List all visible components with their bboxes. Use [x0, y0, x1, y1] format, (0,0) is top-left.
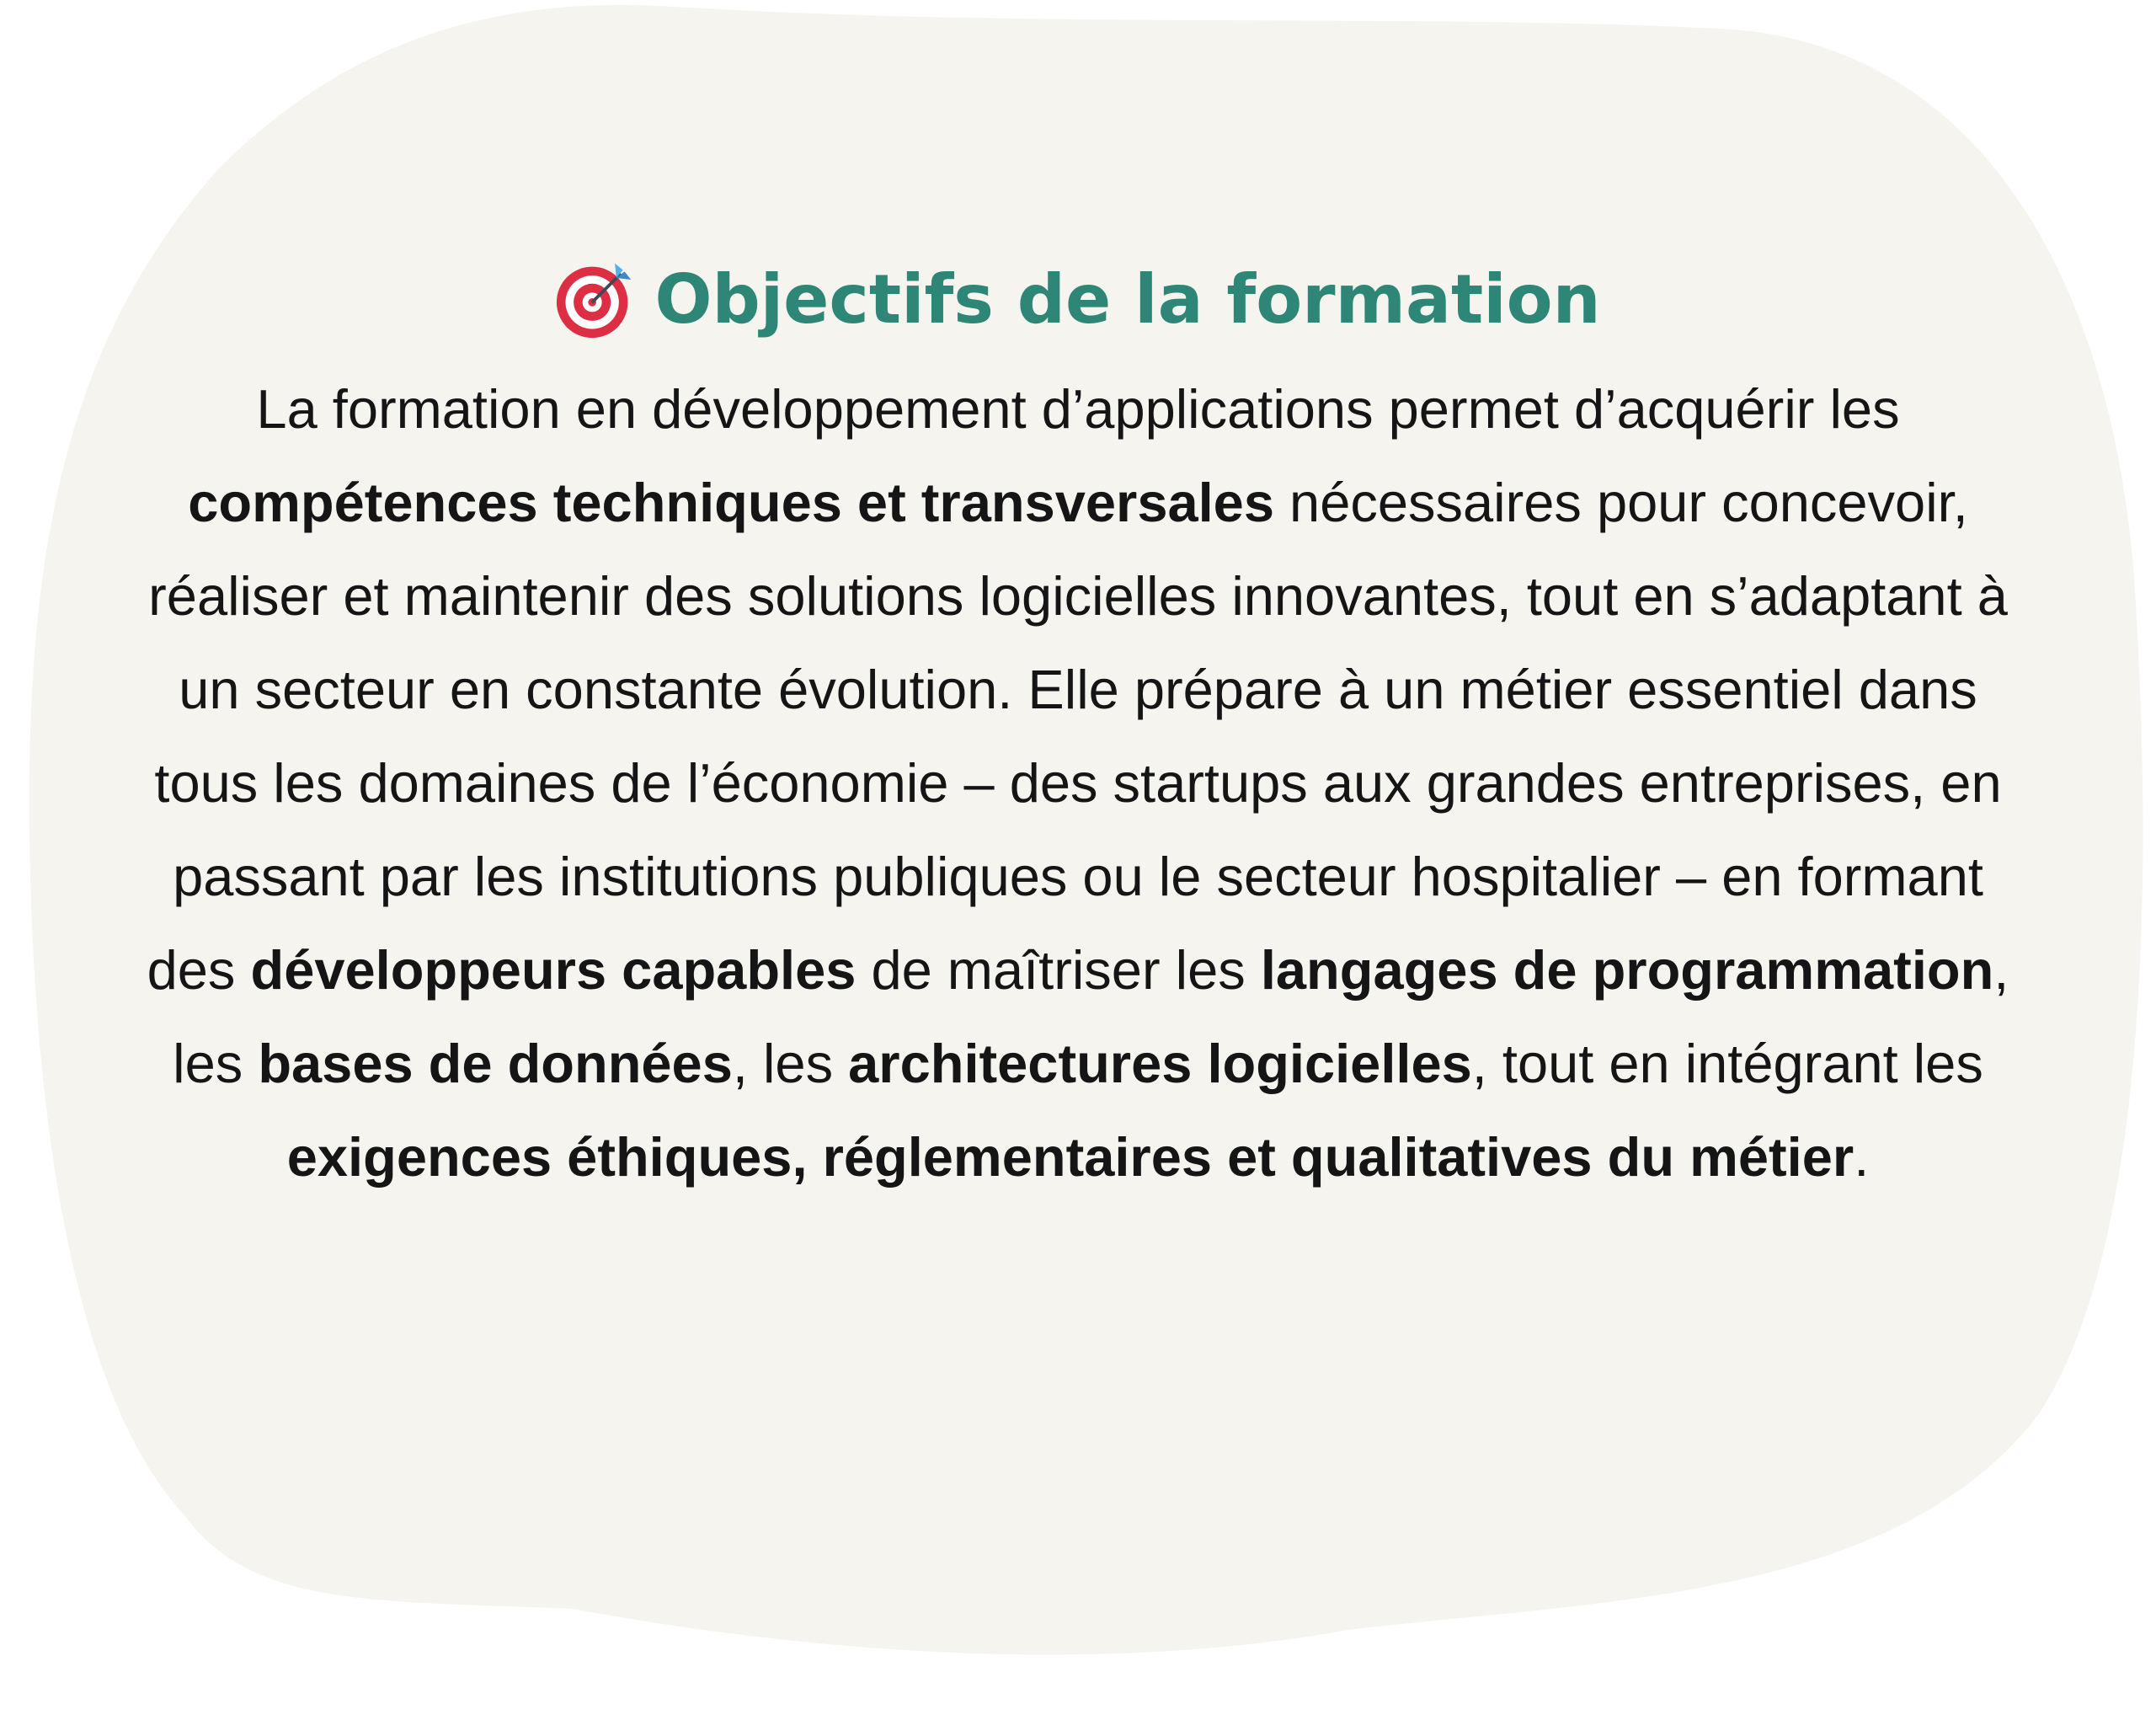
highlight-langages: langages de programmation [1260, 939, 1994, 1001]
objectives-section [126, 244, 2030, 1204]
highlight-exigences: exigences éthiques, réglementaires et qualitatives du métier [286, 1126, 1854, 1188]
highlight-bases-de-donnees: bases de données [258, 1033, 733, 1094]
highlight-competences: compétences techniques et transversales [188, 472, 1274, 533]
text-run: nécessaires pour concevoir, réaliser et maintenir des solutions logicielles innovantes, tout en s’adaptant à un secteur en constante évolution. Elle prépare à un métier essentiel dans tous les domaines de l’économie – des startups aux grandes entreprises, en passant par les institutions publiques ou le secteur hospitalier – en formant des [147, 472, 2008, 1001]
text-run: La formation en développement d’applications permet d’acquérir les [256, 378, 1900, 440]
target-dart-icon [555, 259, 636, 339]
text-run: . [1854, 1126, 1870, 1188]
text-run: de maîtriser les [856, 939, 1261, 1001]
highlight-architectures: architectures logicielles [848, 1033, 1472, 1094]
text-run: , les [173, 939, 2009, 1094]
highlight-developpeurs: développeurs capables [250, 939, 857, 1001]
section-heading [126, 244, 2030, 354]
section-title: Objectifs de la formation [654, 259, 1601, 339]
text-run: , tout en intégrant les [1471, 1033, 1983, 1094]
text-run: , les [732, 1033, 849, 1094]
objectives-paragraph [126, 362, 2030, 1204]
